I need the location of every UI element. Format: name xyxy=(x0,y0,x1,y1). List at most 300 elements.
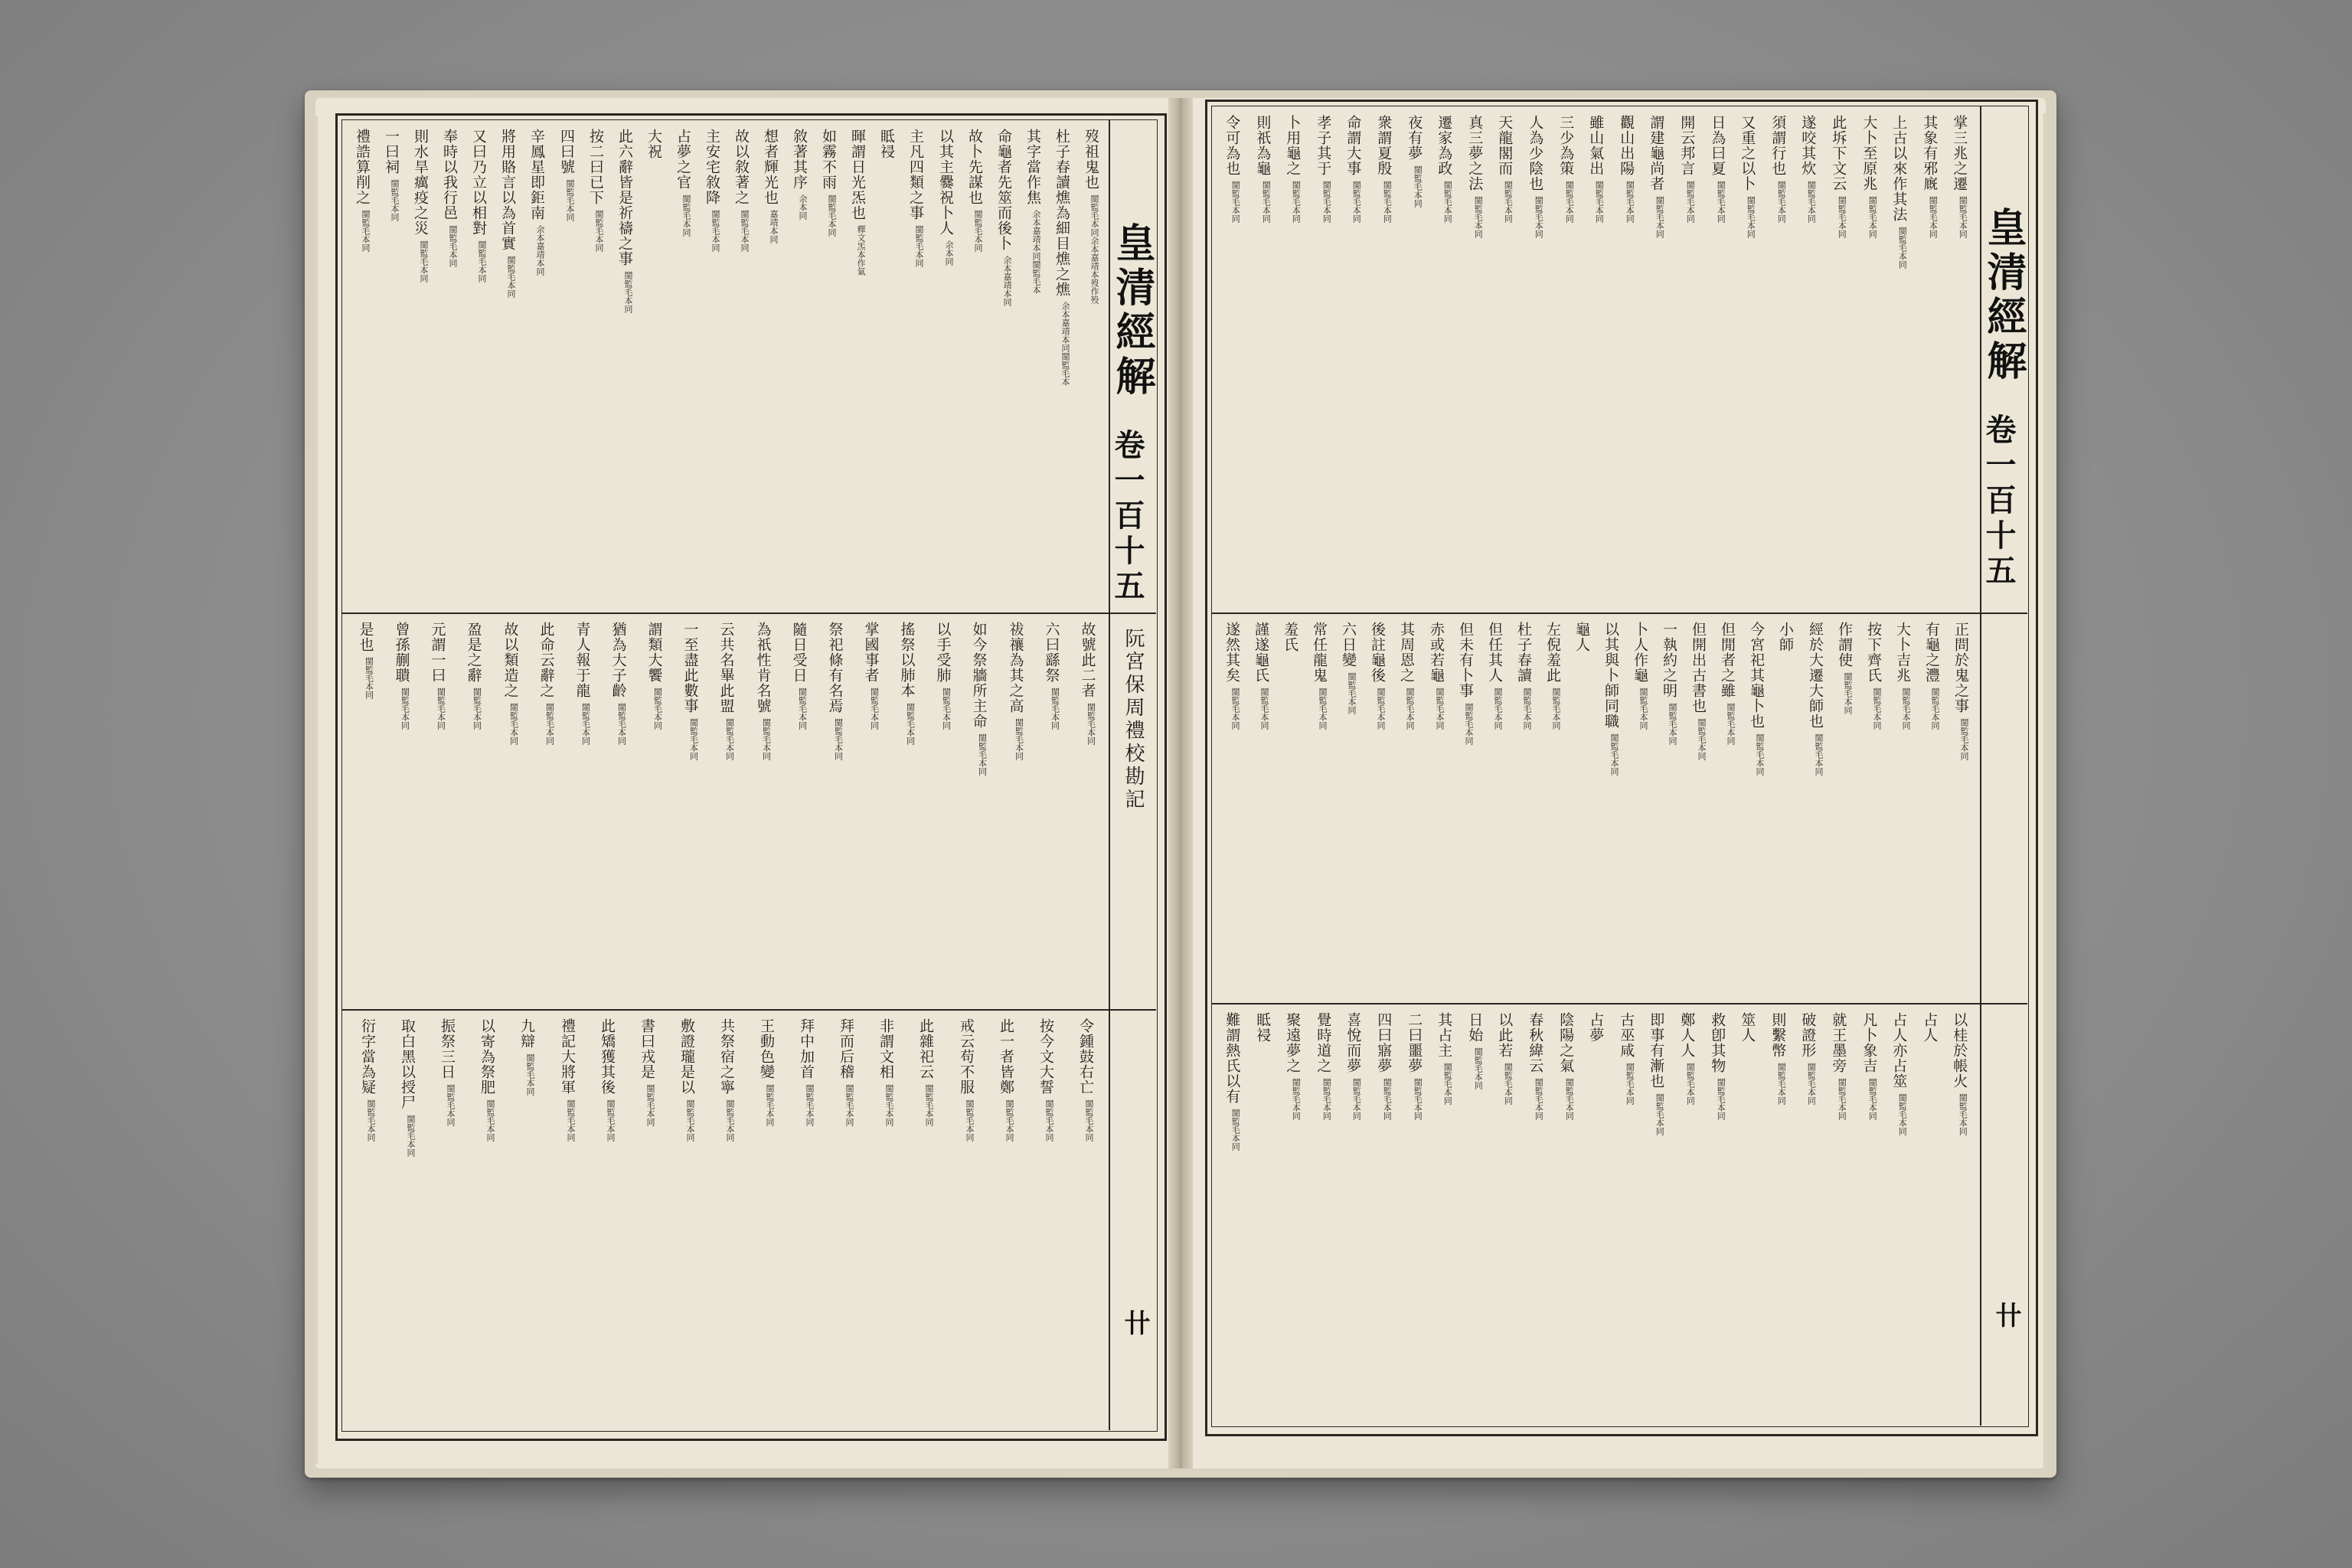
right-top-column xyxy=(1610,112,1640,608)
right-top-main-text: 真三夢之法 xyxy=(1466,115,1484,191)
left-low-note-text: 閩監毛本同 xyxy=(605,1099,616,1142)
left-low-note-text: 閩監毛本同 xyxy=(844,1084,854,1126)
right-mid-column xyxy=(1595,619,1624,998)
right-low-column xyxy=(1913,1009,1943,1419)
left-top-column xyxy=(375,126,404,608)
right-mid-column xyxy=(1799,619,1828,998)
right-mid-note-text: 閩監毛本同 xyxy=(1958,718,1969,760)
left-top-main-text: 將用賂言以為首實 xyxy=(498,129,516,251)
left-top-note-text: 閩監毛本同 xyxy=(710,210,720,252)
right-low-column xyxy=(1367,1009,1397,1419)
left-low-column xyxy=(864,1015,904,1426)
right-low-note-text: 閩監毛本同 xyxy=(1625,1063,1635,1105)
left-low-note-text: 閩監毛本同 xyxy=(884,1084,894,1126)
left-low-main-text: 此矯獲其後 xyxy=(598,1018,616,1095)
right-mid-column xyxy=(1682,619,1711,998)
right-top-column xyxy=(1550,112,1579,608)
left-top-column xyxy=(667,126,696,608)
right-low-column xyxy=(1943,1009,1973,1419)
right-low-main-text: 凡卜象吉 xyxy=(1860,1012,1878,1073)
left-top-note-text: 余本嘉靖本同閩監毛本 xyxy=(1031,210,1041,294)
right-mid-main-text: 常任龍鬼 xyxy=(1310,622,1328,683)
right-top-main-text: 雖山氣出 xyxy=(1587,115,1605,176)
left-low-note-text: 閩監毛本同 xyxy=(804,1084,815,1126)
right-top-column xyxy=(1701,112,1731,608)
right-top-main-text: 開云邦言 xyxy=(1678,115,1696,176)
right-mid-column xyxy=(1711,619,1740,998)
right-top-column xyxy=(1943,112,1973,608)
right-top-note-text: 閩監毛本同 xyxy=(1776,181,1787,223)
left-mid-main-text: 青人報于龍 xyxy=(573,622,591,698)
right-top-main-text: 遂咬其炊 xyxy=(1799,115,1817,176)
right-mid-note-text: 閩監毛本同 xyxy=(1754,733,1765,776)
right-mid-main-text: 大卜吉兆 xyxy=(1893,622,1911,683)
left-mid-main-text: 故號此二者 xyxy=(1079,622,1096,698)
right-mid-note-text: 閩監毛本同 xyxy=(1492,688,1503,730)
left-top-main-text: 則水旱癘疫之災 xyxy=(411,129,429,236)
right-low-note-text: 閩監毛本同 xyxy=(1321,1078,1332,1120)
right-low-column xyxy=(1398,1009,1428,1419)
right-top-note-text: 閩監毛本同 xyxy=(1625,181,1635,223)
right-low-main-text: 覺時道之 xyxy=(1315,1012,1332,1073)
right-top-note-text: 閩監毛本同 xyxy=(1564,181,1575,223)
left-mid-main-text: 祓禳為其之高 xyxy=(1007,622,1024,714)
right-mid-note-text: 閩監毛本同 xyxy=(1638,688,1648,730)
left-mid-column xyxy=(635,619,671,1004)
left-mid-column xyxy=(815,619,851,1004)
right-top-note-text: 閩監毛本同 xyxy=(1534,196,1544,238)
right-mid-column xyxy=(1390,619,1419,998)
left-low-column xyxy=(586,1015,626,1426)
right-top-column xyxy=(1276,112,1306,608)
left-top-column xyxy=(988,126,1017,608)
right-mid-column xyxy=(1916,619,1945,998)
right-mid-note-text: 閩監毛本同 xyxy=(1550,688,1561,730)
left-top-note-text: 閩監毛本同 xyxy=(826,194,837,237)
right-top-column xyxy=(1883,112,1913,608)
left-mid-note-text: 閩監毛本同 xyxy=(833,718,844,760)
right-low-column xyxy=(1762,1009,1792,1419)
left-top-column xyxy=(812,126,841,608)
right-top-column xyxy=(1246,112,1276,608)
left-mid-column xyxy=(996,619,1032,1004)
left-low-column xyxy=(546,1015,586,1426)
right-low-main-text: 占人亦占筮 xyxy=(1890,1012,1908,1089)
left-low-main-text: 取白黑以授尸 xyxy=(398,1018,416,1110)
left-top-column xyxy=(346,126,375,608)
left-mid-main-text: 以手受肺 xyxy=(934,622,952,683)
left-low-note-text: 閩監毛本同 xyxy=(485,1099,495,1142)
left-mid-column xyxy=(743,619,779,1004)
left-mid-column xyxy=(418,619,454,1004)
left-low-note-text: 閩監毛本同 xyxy=(724,1099,735,1142)
right-low-note-text: 閩監毛本同 xyxy=(1503,1063,1514,1105)
left-mid-note-text: 閩監毛本同 xyxy=(508,703,519,745)
right-low-note-text: 閩監毛本同 xyxy=(1382,1078,1393,1120)
right-top-note-text: 閩監毛本同 xyxy=(1321,181,1332,223)
left-mid-note-text: 閩監毛本同 xyxy=(941,688,952,730)
right-low-main-text: 就王墨旁 xyxy=(1830,1012,1847,1073)
left-mid-note-text: 閩監毛本同 xyxy=(436,688,446,730)
left-top-note-text: 閩監毛本同 xyxy=(360,210,371,252)
left-mid-note-text: 閩監毛本同 xyxy=(869,688,880,730)
right-low-column xyxy=(1519,1009,1549,1419)
right-low-column xyxy=(1610,1009,1640,1419)
left-mid-main-text: 隨日受日 xyxy=(790,622,808,683)
left-top-column xyxy=(929,126,959,608)
left-top-main-text: 想者輝光也 xyxy=(761,129,779,205)
right-mid-note-text: 閩監毛本同 xyxy=(1813,733,1824,776)
right-mid-column xyxy=(1216,619,1245,998)
left-top-column xyxy=(696,126,725,608)
right-low-main-text: 四曰寤夢 xyxy=(1375,1012,1393,1073)
right-top-column xyxy=(1307,112,1337,608)
left-low-column xyxy=(705,1015,745,1426)
left-mid-main-text: 一至盡此數事 xyxy=(681,622,699,714)
left-top-note-text: 閩監毛本同 xyxy=(622,271,633,313)
right-mid-column xyxy=(1828,619,1857,998)
right-low-main-text: 聚遠夢之 xyxy=(1284,1012,1302,1073)
right-top-main-text: 須謂行也 xyxy=(1769,115,1787,176)
left-low-note-text: 閩監毛本同 xyxy=(684,1099,695,1142)
right-top-note-text: 閩監毛本同 xyxy=(1897,227,1908,269)
right-low-main-text: 占人 xyxy=(1921,1012,1939,1043)
right-mid-main-text: 一執約之明 xyxy=(1660,622,1677,698)
right-mid-note-text: 閩監毛本同 xyxy=(1434,688,1445,730)
left-top-main-text: 四曰號 xyxy=(557,129,575,175)
left-subtitle: 阮宮保周禮校勘記 xyxy=(1122,628,1145,812)
right-top-column xyxy=(1367,112,1397,608)
right-top-main-text: 掌三兆之遷 xyxy=(1951,115,1968,191)
left-page-edges xyxy=(315,116,318,1464)
left-volume-label: 卷一百十五 xyxy=(1109,429,1145,605)
left-mid-note-text: 閩監毛本同 xyxy=(400,688,410,730)
right-low-column xyxy=(1337,1009,1367,1419)
right-top-main-text: 卜用龜之 xyxy=(1284,115,1302,176)
right-mid-column xyxy=(1624,619,1653,998)
left-mid-main-text: 六曰繇祭 xyxy=(1043,622,1060,683)
left-low-note-text: 閩監毛本同 xyxy=(1004,1099,1014,1142)
left-top-main-text: 禮誥算削之 xyxy=(353,129,371,205)
right-mid-main-text: 後註龜後 xyxy=(1368,622,1386,683)
right-top-main-text: 又重之以卜 xyxy=(1739,115,1756,191)
right-mid-column xyxy=(1945,619,1974,998)
left-low-main-text: 振祭三日 xyxy=(438,1018,456,1080)
left-lower-register xyxy=(346,1015,1104,1426)
left-top-register xyxy=(346,126,1104,608)
left-low-main-text: 令鍾鼓右亡 xyxy=(1076,1018,1094,1095)
right-top-note-text: 閩監毛本同 xyxy=(1503,181,1514,223)
right-register-divider-1 xyxy=(1211,612,2027,614)
right-low-column xyxy=(1579,1009,1609,1419)
right-mid-note-text: 閩監毛本同 xyxy=(1609,733,1619,776)
right-low-note-text: 閩監毛本同 xyxy=(1716,1078,1726,1120)
right-mid-main-text: 今宮祀其龜卜也 xyxy=(1747,622,1765,729)
left-mid-column xyxy=(563,619,599,1004)
left-low-column xyxy=(626,1015,665,1426)
right-mid-main-text: 謹遂龜氏 xyxy=(1252,622,1269,683)
left-mid-column xyxy=(887,619,923,1004)
right-mid-main-text: 羞氏 xyxy=(1281,622,1298,652)
left-mid-column xyxy=(454,619,490,1004)
left-top-main-text: 以其主爨祝卜人 xyxy=(936,129,954,236)
right-low-note-text: 閩監毛本同 xyxy=(1230,1109,1241,1151)
right-low-note-text: 閩監毛本同 xyxy=(1534,1078,1544,1120)
right-low-main-text: 占夢 xyxy=(1587,1012,1605,1043)
left-mid-note-text: 閩監毛本同 xyxy=(544,703,555,745)
left-mid-main-text: 掌國事者 xyxy=(862,622,880,683)
left-top-column xyxy=(754,126,783,608)
left-low-note-text: 閩監毛本同 xyxy=(645,1084,655,1126)
left-top-main-text: 歿祖鬼也 xyxy=(1082,129,1099,190)
right-low-main-text: 則繫幣 xyxy=(1769,1012,1787,1058)
left-top-note-text: 閩監毛本同 xyxy=(913,225,924,267)
right-low-column xyxy=(1640,1009,1670,1419)
left-mid-note-text: 閩監毛本同 xyxy=(1086,703,1096,745)
left-low-note-text: 閩監毛本同 xyxy=(1044,1099,1054,1142)
right-top-note-text: 閩監毛本同 xyxy=(1291,181,1302,223)
left-low-note-text: 閩監毛本同 xyxy=(524,1054,535,1096)
left-top-note-text: 閩監毛本同余本嘉靖本歿作殁 xyxy=(1089,194,1099,304)
right-low-main-text: 即事有漸也 xyxy=(1648,1012,1665,1089)
left-mid-note-text: 閩監毛本同 xyxy=(472,688,482,730)
right-mid-main-text: 以其與卜師同職 xyxy=(1602,622,1619,729)
left-low-column xyxy=(386,1015,426,1426)
left-top-column xyxy=(1046,126,1075,608)
right-lower-register xyxy=(1216,1009,1974,1419)
right-low-main-text: 其占主 xyxy=(1436,1012,1453,1058)
left-top-column xyxy=(404,126,433,608)
left-mid-main-text: 如今祭牆所主命 xyxy=(970,622,988,729)
left-top-main-text: 又曰乃立以相對 xyxy=(469,129,487,236)
right-top-note-text: 閩監毛本同 xyxy=(1958,196,1968,238)
right-top-column xyxy=(1731,112,1761,608)
left-mid-column xyxy=(851,619,887,1004)
left-top-note-text: 閩監毛本同 xyxy=(505,256,516,298)
right-mid-column xyxy=(1449,619,1478,998)
right-top-note-text: 閩監毛本同 xyxy=(1351,181,1362,223)
right-mid-main-text: 按下齊氏 xyxy=(1864,622,1882,683)
right-low-column xyxy=(1853,1009,1883,1419)
left-low-column xyxy=(1064,1015,1104,1426)
right-mid-column xyxy=(1857,619,1886,998)
left-top-main-text: 杜子春讀燋為細目燋之燋 xyxy=(1053,129,1070,297)
right-low-column xyxy=(1822,1009,1852,1419)
left-top-main-text: 眡祲 xyxy=(877,129,895,159)
right-mid-main-text: 杜子春讀 xyxy=(1514,622,1532,683)
right-low-column xyxy=(1883,1009,1913,1419)
right-top-note-text: 閩監毛本同 xyxy=(1442,181,1453,223)
left-top-column xyxy=(521,126,550,608)
right-mid-note-text: 閩監毛本同 xyxy=(1696,718,1707,760)
right-top-main-text: 孝子其于 xyxy=(1315,115,1332,176)
left-top-main-text: 暉謂日光炁也 xyxy=(848,129,866,220)
left-low-column xyxy=(825,1015,864,1426)
right-mid-note-text: 閩監毛本同 xyxy=(1463,703,1474,745)
left-mid-column xyxy=(382,619,418,1004)
right-top-note-text: 閩監毛本同 xyxy=(1746,196,1756,238)
book-gutter xyxy=(1168,98,1193,1468)
left-top-note-text: 閩監毛本同 xyxy=(593,210,604,252)
left-top-column xyxy=(900,126,929,608)
left-mid-note-text: 閩監毛本同 xyxy=(580,703,591,745)
right-top-column xyxy=(1459,112,1488,608)
right-low-main-text: 筮人 xyxy=(1739,1012,1756,1043)
right-mid-column xyxy=(1769,619,1798,998)
left-mid-note-text: 閩監毛本同 xyxy=(652,688,663,730)
right-mid-main-text: 小師 xyxy=(1776,622,1794,652)
left-mid-main-text: 謂類大饗 xyxy=(645,622,663,683)
right-register-divider-2 xyxy=(1211,1003,2027,1004)
left-mid-main-text: 是也 xyxy=(357,622,374,652)
right-low-note-text: 閩監毛本同 xyxy=(1867,1078,1878,1120)
right-top-column xyxy=(1519,112,1549,608)
left-mid-note-text: 閩監毛本同 xyxy=(797,688,808,730)
left-low-main-text: 以寄為祭肥 xyxy=(478,1018,495,1095)
left-top-column xyxy=(959,126,988,608)
right-mid-column xyxy=(1303,619,1332,998)
left-low-column xyxy=(665,1015,705,1426)
left-low-main-text: 書曰戎是 xyxy=(638,1018,655,1080)
left-mid-note-text: 閩監毛本同 xyxy=(724,718,735,760)
left-top-column xyxy=(462,126,492,608)
right-top-note-text: 閩監毛本同 xyxy=(1716,181,1726,223)
left-top-column xyxy=(492,126,521,608)
left-mid-column xyxy=(491,619,527,1004)
right-mid-column xyxy=(1478,619,1508,998)
right-mid-column xyxy=(1740,619,1769,998)
right-volume-label: 卷一百十五 xyxy=(1981,413,2017,590)
left-low-note-text: 閩監毛本同 xyxy=(964,1099,975,1142)
right-top-main-text: 觀山出陽 xyxy=(1618,115,1635,176)
right-mid-note-text: 閩監毛本同 xyxy=(1375,688,1386,730)
left-top-column xyxy=(725,126,754,608)
left-low-column xyxy=(985,1015,1024,1426)
right-low-note-text: 閩監毛本同 xyxy=(1655,1093,1665,1135)
left-low-main-text: 拜而后稽 xyxy=(837,1018,854,1080)
right-top-main-text: 三少為策 xyxy=(1557,115,1575,176)
left-low-column xyxy=(1024,1015,1064,1426)
right-mid-main-text: 作謂使 xyxy=(1835,622,1853,668)
left-top-note-text: 閩監毛本同 xyxy=(739,210,750,252)
right-top-note-text: 閩監毛本同 xyxy=(1413,165,1423,207)
left-top-main-text: 占夢之官 xyxy=(674,129,691,190)
left-top-main-text: 主安宅敘降 xyxy=(703,129,720,205)
left-top-main-text: 故卜先謀也 xyxy=(965,129,983,205)
left-low-note-text: 閩監毛本同 xyxy=(764,1084,775,1126)
left-mid-main-text: 云共名畢此盟 xyxy=(717,622,735,714)
right-mid-column xyxy=(1566,619,1595,998)
left-mid-note-text: 閩監毛本同 xyxy=(688,718,699,760)
right-mid-main-text: 左倪羞此 xyxy=(1544,622,1561,683)
right-top-main-text: 此坼下文云 xyxy=(1830,115,1847,191)
left-mid-main-text: 搖祭以肺本 xyxy=(898,622,916,698)
left-top-column xyxy=(783,126,812,608)
left-top-column xyxy=(609,126,638,608)
left-low-note-text: 閩監毛本同 xyxy=(405,1115,416,1157)
left-top-note-text: 嘉靖本同 xyxy=(768,210,779,243)
right-top-column xyxy=(1792,112,1821,608)
right-mid-main-text: 赤或若龜 xyxy=(1427,622,1445,683)
left-mid-note-text: 閩監毛本同 xyxy=(1014,718,1024,760)
left-folio: 卄 xyxy=(1119,1309,1150,1335)
left-top-note-text: 閩監毛本同 xyxy=(389,179,400,221)
left-top-column xyxy=(580,126,609,608)
right-top-note-text: 閩監毛本同 xyxy=(1806,181,1817,223)
left-mid-column xyxy=(1032,619,1068,1004)
left-low-main-text: 九辯 xyxy=(518,1018,535,1049)
left-top-main-text: 其字當作焦 xyxy=(1024,129,1041,205)
right-mid-note-text: 閩監毛本同 xyxy=(1900,688,1911,730)
left-low-main-text: 此一者皆鄭 xyxy=(997,1018,1014,1095)
right-low-main-text: 陰陽之氣 xyxy=(1557,1012,1575,1073)
right-low-column xyxy=(1246,1009,1276,1419)
right-top-main-text: 日為曰夏 xyxy=(1709,115,1726,176)
left-top-note-text: 余本嘉靖本同 xyxy=(1001,256,1012,306)
left-top-column xyxy=(841,126,871,608)
right-mid-main-text: 經於大遷大師也 xyxy=(1806,622,1824,729)
right-top-column xyxy=(1428,112,1458,608)
right-low-note-text: 閩監毛本同 xyxy=(1442,1063,1453,1105)
right-top-column xyxy=(1822,112,1852,608)
left-mid-column xyxy=(959,619,995,1004)
right-mid-column xyxy=(1274,619,1303,998)
left-top-column xyxy=(433,126,462,608)
left-mid-main-text: 此命云辭之 xyxy=(537,622,555,698)
left-top-note-text: 余本嘉靖本同 xyxy=(534,225,545,276)
right-mid-note-text: 閩監毛本同 xyxy=(1929,688,1940,730)
right-top-column xyxy=(1853,112,1883,608)
left-top-note-text: 閩監毛本同 xyxy=(418,240,429,283)
right-top-column xyxy=(1398,112,1428,608)
left-top-note-text: 閩監毛本同 xyxy=(972,210,983,252)
left-top-main-text: 故以敘著之 xyxy=(732,129,750,205)
right-low-note-text: 閩監毛本同 xyxy=(1473,1047,1484,1089)
left-top-column xyxy=(871,126,900,608)
right-low-note-text: 閩監毛本同 xyxy=(1685,1063,1696,1105)
right-mid-main-text: 遂然其矣 xyxy=(1223,622,1240,683)
right-mid-note-text: 閩監毛本同 xyxy=(1725,703,1736,745)
right-low-main-text: 以桂於帳火 xyxy=(1951,1012,1968,1089)
left-mid-column xyxy=(923,619,959,1004)
right-top-note-text: 閩監毛本同 xyxy=(1382,181,1393,223)
right-low-note-text: 閩監毛本同 xyxy=(1776,1063,1787,1105)
left-top-note-text: 閩監毛本同 xyxy=(476,240,487,283)
right-mid-main-text: 但任其人 xyxy=(1485,622,1503,683)
right-top-main-text: 其象有邪廐 xyxy=(1921,115,1939,191)
right-top-main-text: 上古以來作其法 xyxy=(1890,115,1908,222)
left-low-note-text: 閩監毛本同 xyxy=(445,1084,456,1126)
right-top-main-text: 人為少陰也 xyxy=(1527,115,1544,191)
right-mid-column xyxy=(1886,619,1916,998)
left-top-main-text: 命龜者先筮而後卜 xyxy=(995,129,1012,251)
left-mid-main-text: 盈是之辭 xyxy=(465,622,482,683)
left-mid-main-text: 猶為大子齡 xyxy=(609,622,627,698)
right-top-column xyxy=(1762,112,1792,608)
right-low-main-text: 鄭人人 xyxy=(1678,1012,1696,1058)
left-top-note-text: 閩監毛本同 xyxy=(681,194,691,237)
right-top-main-text: 夜有夢 xyxy=(1406,115,1423,161)
right-mid-column xyxy=(1361,619,1390,998)
left-low-main-text: 衍字當為疑 xyxy=(358,1018,376,1095)
right-low-note-text: 閩監毛本同 xyxy=(1291,1078,1302,1120)
right-top-column xyxy=(1488,112,1518,608)
left-low-main-text: 此雜祀云 xyxy=(916,1018,934,1080)
right-top-note-text: 閩監毛本同 xyxy=(1928,196,1939,238)
left-low-note-text: 閩監毛本同 xyxy=(365,1099,376,1142)
right-mid-main-text: 但閒者之雖 xyxy=(1718,622,1736,698)
right-top-main-text: 則祇為龜 xyxy=(1254,115,1272,176)
